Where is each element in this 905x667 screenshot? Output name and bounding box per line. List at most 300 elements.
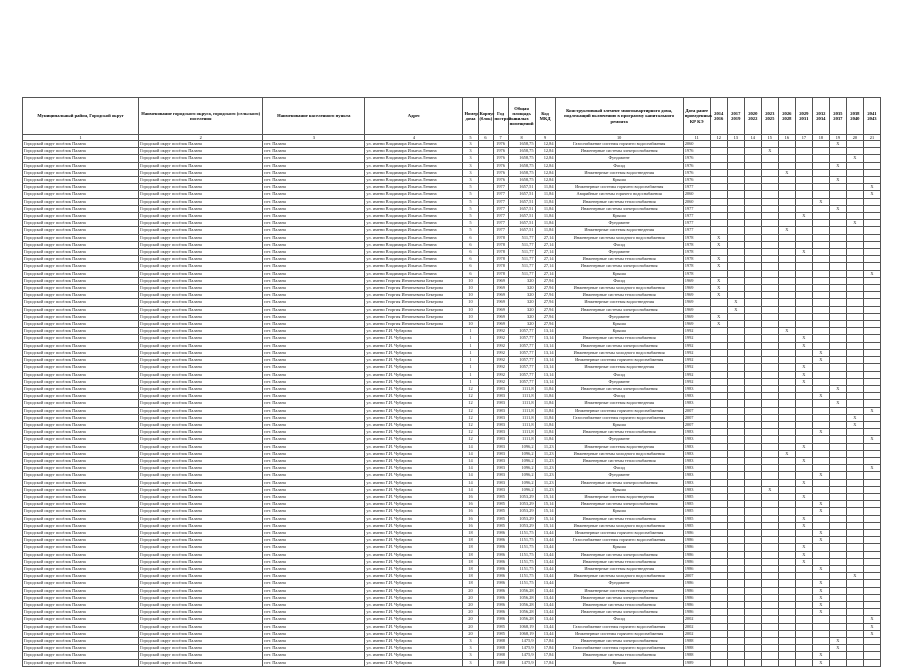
period-cell — [778, 544, 795, 551]
build-year-cell: 1988 — [493, 652, 508, 659]
column-header: 2041 2043 — [863, 98, 880, 135]
period-cell — [863, 479, 880, 486]
period-cell — [846, 436, 863, 443]
prior-repair-cell: 2060 — [683, 141, 710, 148]
prior-repair-cell: 1992 — [683, 371, 710, 378]
period-cell — [778, 501, 795, 508]
period-cell — [744, 479, 761, 486]
address-cell: ул. имени Г.И. Чубарова — [365, 400, 463, 407]
period-cell — [829, 270, 846, 277]
prior-repair-cell: 1985 — [683, 508, 710, 515]
period-cell — [795, 573, 812, 580]
table-row — [23, 191, 881, 198]
area-cell: 511,77 — [508, 241, 535, 248]
locality-cell: пгт. Палана — [263, 602, 365, 609]
address-cell: ул. имени Владимира Ильича Ленина — [365, 234, 463, 241]
prior-repair-cell: 1992 — [683, 342, 710, 349]
settlement-cell: Городской округ посёлок Палана — [139, 407, 263, 414]
period-cell — [778, 155, 795, 162]
period-cell — [727, 551, 744, 558]
period-cell — [863, 565, 880, 572]
build-year-cell: 1992 — [493, 378, 508, 385]
period-cell — [812, 493, 829, 500]
period-cell — [812, 285, 829, 292]
build-year-cell: 1983 — [493, 429, 508, 436]
period-cell: X — [795, 457, 812, 464]
settlement-cell: Городской округ посёлок Палана — [139, 169, 263, 176]
period-cell: X — [761, 148, 778, 155]
table-row — [23, 529, 881, 536]
column-number: 10 — [555, 135, 683, 141]
period-cell — [778, 429, 795, 436]
period-cell — [846, 205, 863, 212]
settlement-cell: Городской округ посёлок Палана — [139, 587, 263, 594]
house-number-cell: 18 — [463, 544, 478, 551]
locality-cell: пгт. Палана — [263, 450, 365, 457]
code-cell: 13,44 — [535, 544, 555, 551]
table-row — [23, 573, 881, 580]
period-cell — [727, 515, 744, 522]
table-row — [23, 256, 881, 263]
element-cell: Инженерные системы холодного водоснабжения — [555, 522, 683, 529]
period-cell — [829, 515, 846, 522]
locality-cell: пгт. Палана — [263, 443, 365, 450]
address-cell: ул. имени Георгия Игнатьевича Бекерова — [365, 299, 463, 306]
house-number-cell: 5 — [463, 213, 478, 220]
period-cell — [812, 328, 829, 335]
locality-cell: пгт. Палана — [263, 407, 365, 414]
build-year-cell: 1977 — [493, 198, 508, 205]
period-cell: X — [795, 558, 812, 565]
code-cell: 15,14 — [535, 501, 555, 508]
area-cell: 1053,29 — [508, 522, 535, 529]
period-cell — [812, 414, 829, 421]
table-row — [23, 364, 881, 371]
district-cell: Городской округ посёлок Палана — [23, 234, 139, 241]
period-cell — [795, 277, 812, 284]
address-cell: ул. имени Г.И. Чубарова — [365, 357, 463, 364]
period-cell — [744, 141, 761, 148]
build-year-cell: 1976 — [493, 177, 508, 184]
period-cell — [829, 313, 846, 320]
address-cell: ул. имени Г.И. Чубарова — [365, 443, 463, 450]
period-cell — [778, 493, 795, 500]
table-row — [23, 342, 881, 349]
block-cell — [478, 277, 493, 284]
period-cell — [812, 638, 829, 645]
address-cell: ул. имени Г.И. Чубарова — [365, 587, 463, 594]
element-cell: Инженерные системы холодного водоснабжения — [555, 450, 683, 457]
build-year-cell: 1983 — [493, 421, 508, 428]
settlement-cell: Городской округ посёлок Палана — [139, 378, 263, 385]
code-cell: 11,23 — [535, 443, 555, 450]
period-cell: X — [829, 162, 846, 169]
build-year-cell: 1985 — [493, 522, 508, 529]
period-cell — [727, 573, 744, 580]
period-cell — [812, 616, 829, 623]
period-cell — [710, 400, 727, 407]
period-cell — [846, 587, 863, 594]
period-cell — [778, 508, 795, 515]
address-cell: ул. имени Г.И. Чубарова — [365, 342, 463, 349]
period-cell — [812, 335, 829, 342]
build-year-cell: 1976 — [493, 141, 508, 148]
build-year-cell: 1976 — [493, 162, 508, 169]
period-cell — [795, 630, 812, 637]
code-cell: 13,44 — [535, 594, 555, 601]
house-number-cell: 1 — [463, 342, 478, 349]
period-cell — [761, 508, 778, 515]
period-cell — [812, 256, 829, 263]
element-cell: Фундамент — [555, 580, 683, 587]
period-cell — [710, 609, 727, 616]
settlement-cell: Городской округ посёлок Палана — [139, 349, 263, 356]
period-cell — [846, 652, 863, 659]
prior-repair-cell: 1978 — [683, 249, 710, 256]
period-cell — [829, 220, 846, 227]
period-cell — [744, 205, 761, 212]
period-cell — [795, 321, 812, 328]
element-cell: Инженерные системы горячего водоснабжения — [555, 529, 683, 536]
column-number: 8 — [508, 135, 535, 141]
period-cell — [795, 580, 812, 587]
settlement-cell: Городской округ посёлок Палана — [139, 522, 263, 529]
period-cell — [778, 364, 795, 371]
district-cell: Городской округ посёлок Палана — [23, 479, 139, 486]
period-cell — [795, 184, 812, 191]
element-cell: Крыша — [555, 270, 683, 277]
settlement-cell: Городской округ посёлок Палана — [139, 321, 263, 328]
period-cell — [778, 177, 795, 184]
period-cell — [744, 457, 761, 464]
period-cell — [744, 321, 761, 328]
prior-repair-cell: 1988 — [683, 652, 710, 659]
period-cell — [744, 544, 761, 551]
header-row — [23, 98, 881, 135]
block-cell — [478, 573, 493, 580]
build-year-cell: 1977 — [493, 205, 508, 212]
build-year-cell: 1986 — [493, 594, 508, 601]
period-cell — [761, 378, 778, 385]
period-cell: X — [778, 450, 795, 457]
period-cell: X — [795, 544, 812, 551]
table-row — [23, 321, 881, 328]
period-cell — [778, 148, 795, 155]
build-year-cell: 1992 — [493, 364, 508, 371]
period-cell — [710, 349, 727, 356]
prior-repair-cell: 2002 — [683, 630, 710, 637]
house-number-cell: 16 — [463, 508, 478, 515]
table-row — [23, 436, 881, 443]
period-cell — [710, 551, 727, 558]
element-cell: Инженерные системы водоотведения — [555, 169, 683, 176]
area-cell: 320 — [508, 299, 535, 306]
period-cell — [778, 630, 795, 637]
period-cell — [761, 537, 778, 544]
table-row — [23, 645, 881, 652]
period-cell — [710, 659, 727, 666]
column-header: 2029 2031 — [795, 98, 812, 135]
area-cell: 1658,75 — [508, 177, 535, 184]
period-cell — [812, 234, 829, 241]
house-number-cell: 6 — [463, 263, 478, 270]
period-cell — [778, 198, 795, 205]
period-cell — [710, 141, 727, 148]
period-cell — [846, 364, 863, 371]
period-cell — [829, 364, 846, 371]
block-cell — [478, 659, 493, 666]
area-cell: 320 — [508, 321, 535, 328]
build-year-cell: 1978 — [493, 263, 508, 270]
locality-cell: пгт. Палана — [263, 508, 365, 515]
house-number-cell: 1 — [463, 349, 478, 356]
block-cell — [478, 169, 493, 176]
period-cell — [710, 645, 727, 652]
house-number-cell: 18 — [463, 558, 478, 565]
period-cell — [744, 659, 761, 666]
settlement-cell: Городской округ посёлок Палана — [139, 141, 263, 148]
period-cell — [846, 227, 863, 234]
period-cell — [795, 587, 812, 594]
table-row — [23, 162, 881, 169]
table-row — [23, 486, 881, 493]
address-cell: ул. имени Г.И. Чубарова — [365, 335, 463, 342]
address-cell: ул. имени Г.И. Чубарова — [365, 652, 463, 659]
house-number-cell: 6 — [463, 270, 478, 277]
prior-repair-cell: 1976 — [683, 155, 710, 162]
code-cell: 11,84 — [535, 414, 555, 421]
period-cell — [727, 407, 744, 414]
period-cell — [863, 198, 880, 205]
period-cell — [863, 508, 880, 515]
house-number-cell: 10 — [463, 321, 478, 328]
period-cell — [710, 270, 727, 277]
period-cell — [710, 364, 727, 371]
table-row — [23, 241, 881, 248]
block-cell — [478, 335, 493, 342]
element-cell: Фасад — [555, 277, 683, 284]
build-year-cell: 1985 — [493, 508, 508, 515]
period-cell — [846, 177, 863, 184]
build-year-cell: 1985 — [493, 493, 508, 500]
prior-repair-cell: 1983 — [683, 436, 710, 443]
settlement-cell: Городской округ посёлок Палана — [139, 393, 263, 400]
code-cell: 11,84 — [535, 205, 555, 212]
locality-cell: пгт. Палана — [263, 241, 365, 248]
area-cell: 1056,28 — [508, 587, 535, 594]
period-cell — [829, 486, 846, 493]
period-cell — [778, 205, 795, 212]
prior-repair-cell: 1992 — [683, 364, 710, 371]
table-row — [23, 479, 881, 486]
address-cell: ул. имени Владимира Ильича Ленина — [365, 198, 463, 205]
period-cell — [863, 457, 880, 464]
house-number-cell: 10 — [463, 306, 478, 313]
code-cell: 11,23 — [535, 479, 555, 486]
address-cell: ул. имени Г.И. Чубарова — [365, 378, 463, 385]
column-header: 2035 2037 — [829, 98, 846, 135]
district-cell: Городской округ посёлок Палана — [23, 141, 139, 148]
locality-cell: пгт. Палана — [263, 465, 365, 472]
code-cell: 15,14 — [535, 493, 555, 500]
period-cell — [829, 213, 846, 220]
period-cell — [761, 292, 778, 299]
period-cell — [744, 558, 761, 565]
column-header: Код МКД — [535, 98, 555, 135]
element-cell: Фундамент — [555, 155, 683, 162]
house-number-cell: 18 — [463, 537, 478, 544]
period-cell — [829, 652, 846, 659]
locality-cell: пгт. Палана — [263, 472, 365, 479]
period-cell: X — [795, 378, 812, 385]
period-cell — [846, 349, 863, 356]
period-cell — [846, 472, 863, 479]
district-cell: Городской округ посёлок Палана — [23, 191, 139, 198]
table-row — [23, 652, 881, 659]
settlement-cell: Городской округ посёлок Палана — [139, 630, 263, 637]
prior-repair-cell: 1985 — [683, 493, 710, 500]
area-cell: 1057,77 — [508, 357, 535, 364]
column-header: Адрес — [365, 98, 463, 135]
period-cell — [744, 465, 761, 472]
period-cell — [863, 177, 880, 184]
prior-repair-cell: 2060 — [683, 191, 710, 198]
house-number-cell: 20 — [463, 623, 478, 630]
prior-repair-cell: 1983 — [683, 465, 710, 472]
address-cell: ул. имени Г.И. Чубарова — [365, 565, 463, 572]
period-cell — [863, 393, 880, 400]
house-number-cell: 10 — [463, 277, 478, 284]
period-cell — [744, 501, 761, 508]
table-row — [23, 249, 881, 256]
element-cell: Инженерные системы электроснабжения — [555, 479, 683, 486]
table-row — [23, 234, 881, 241]
period-cell — [829, 602, 846, 609]
period-cell — [727, 472, 744, 479]
address-cell: ул. имени Г.И. Чубарова — [365, 465, 463, 472]
prior-repair-cell: 1986 — [683, 587, 710, 594]
code-cell: 11,23 — [535, 465, 555, 472]
settlement-cell: Городской округ посёлок Палана — [139, 638, 263, 645]
period-cell — [795, 349, 812, 356]
period-cell — [744, 580, 761, 587]
table-row — [23, 393, 881, 400]
block-cell — [478, 400, 493, 407]
period-cell — [727, 364, 744, 371]
prior-repair-cell: 1992 — [683, 349, 710, 356]
house-number-cell: 20 — [463, 594, 478, 601]
house-number-cell: 1 — [463, 378, 478, 385]
district-cell: Городской округ посёлок Палана — [23, 162, 139, 169]
address-cell: ул. имени Г.И. Чубарова — [365, 429, 463, 436]
locality-cell: пгт. Палана — [263, 335, 365, 342]
period-cell — [778, 465, 795, 472]
period-cell — [795, 162, 812, 169]
house-number-cell: 10 — [463, 285, 478, 292]
house-number-cell: 1 — [463, 364, 478, 371]
block-cell — [478, 407, 493, 414]
period-cell — [761, 313, 778, 320]
period-cell — [727, 213, 744, 220]
period-cell — [829, 155, 846, 162]
district-cell: Городской округ посёлок Палана — [23, 292, 139, 299]
period-cell — [727, 443, 744, 450]
period-cell — [795, 169, 812, 176]
period-cell — [744, 493, 761, 500]
locality-cell: пгт. Палана — [263, 659, 365, 666]
house-number-cell: 12 — [463, 414, 478, 421]
area-cell: 1096,2 — [508, 465, 535, 472]
period-cell — [778, 472, 795, 479]
block-cell — [478, 623, 493, 630]
table-row — [23, 630, 881, 637]
house-number-cell: 12 — [463, 407, 478, 414]
code-cell: 11,23 — [535, 472, 555, 479]
period-cell — [727, 357, 744, 364]
element-cell: Крыша — [555, 508, 683, 515]
settlement-cell: Городской округ посёлок Палана — [139, 292, 263, 299]
district-cell: Городской округ посёлок Палана — [23, 155, 139, 162]
area-cell: 1096,2 — [508, 479, 535, 486]
table-row — [23, 292, 881, 299]
address-cell: ул. имени Владимира Ильича Ленина — [365, 256, 463, 263]
table-row — [23, 565, 881, 572]
period-cell — [710, 465, 727, 472]
period-cell — [812, 378, 829, 385]
block-cell — [478, 450, 493, 457]
district-cell: Городской округ посёлок Палана — [23, 501, 139, 508]
period-cell — [863, 292, 880, 299]
period-cell: X — [812, 565, 829, 572]
block-cell — [478, 357, 493, 364]
code-cell: 13,44 — [535, 630, 555, 637]
period-cell — [795, 501, 812, 508]
district-cell: Городской округ посёлок Палана — [23, 205, 139, 212]
period-cell — [863, 141, 880, 148]
area-cell: 1056,28 — [508, 602, 535, 609]
period-cell — [846, 508, 863, 515]
element-cell: Фасад — [555, 162, 683, 169]
element-cell: Инженерные системы теплоснабжения — [555, 515, 683, 522]
period-cell — [846, 400, 863, 407]
table-row — [23, 414, 881, 421]
period-cell — [744, 573, 761, 580]
address-cell: ул. имени Г.И. Чубарова — [365, 472, 463, 479]
table-row — [23, 285, 881, 292]
house-number-cell: 3 — [463, 659, 478, 666]
period-cell — [795, 508, 812, 515]
period-cell — [761, 241, 778, 248]
district-cell: Городской округ посёлок Палана — [23, 558, 139, 565]
period-cell — [846, 450, 863, 457]
code-cell: 27,14 — [535, 256, 555, 263]
locality-cell: пгт. Палана — [263, 652, 365, 659]
period-cell — [710, 328, 727, 335]
build-year-cell: 1976 — [493, 169, 508, 176]
prior-repair-cell: 2060 — [683, 198, 710, 205]
period-cell: X — [795, 364, 812, 371]
period-cell — [863, 501, 880, 508]
element-cell: Газоснабжение системы горячего водоснабжения — [555, 414, 683, 421]
build-year-cell: 1986 — [493, 609, 508, 616]
period-cell — [846, 407, 863, 414]
period-cell — [778, 349, 795, 356]
settlement-cell: Городской округ посёлок Палана — [139, 551, 263, 558]
period-cell — [812, 457, 829, 464]
period-cell — [710, 573, 727, 580]
block-cell — [478, 638, 493, 645]
block-cell — [478, 522, 493, 529]
